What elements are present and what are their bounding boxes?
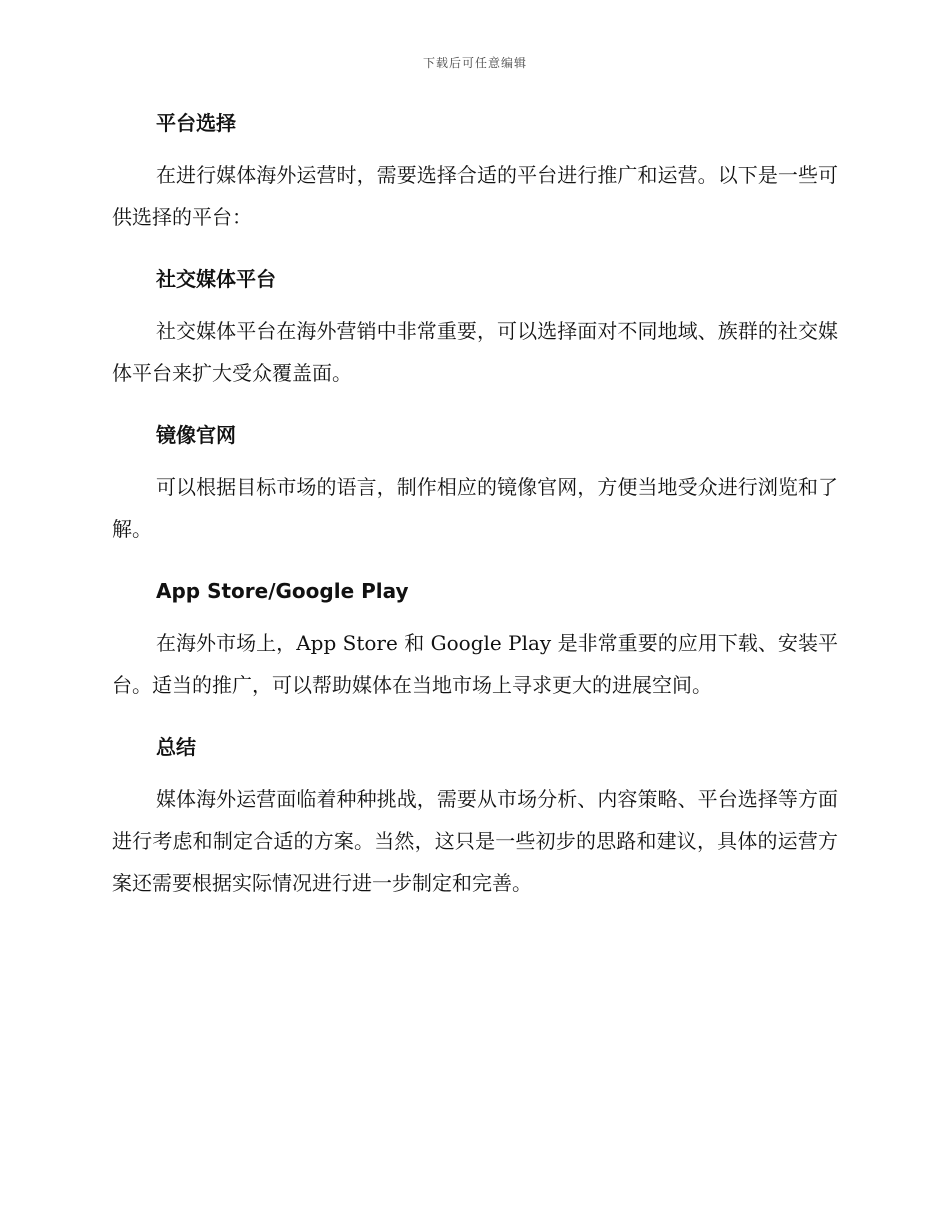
section-mirror-site [112, 420, 838, 450]
section-heading: 总结 [156, 735, 196, 759]
section-social-media-body [112, 310, 838, 394]
section-paragraph: 可以根据目标市场的语言，制作相应的镜像官网，方便当地受众进行浏览和了解。 [112, 475, 838, 541]
section-heading: 社交媒体平台 [156, 267, 276, 291]
section-platform-selection [112, 108, 838, 138]
section-paragraph: 社交媒体平台在海外营销中非常重要，可以选择面对不同地域、族群的社交媒体平台来扩大受众覆盖面。 [112, 319, 838, 385]
section-summary [112, 732, 838, 762]
section-heading: 平台选择 [156, 111, 236, 135]
document-content [112, 108, 838, 930]
section-heading: 镜像官网 [156, 423, 236, 447]
section-summary-body [112, 778, 838, 904]
section-paragraph: 在海外市场上，App Store 和 Google Play 是非常重要的应用下载、安装平台。适当的推广，可以帮助媒体在当地市场上寻求更大的进展空间。 [112, 631, 838, 697]
section-social-media [112, 264, 838, 294]
section-paragraph: 媒体海外运营面临着种种挑战，需要从市场分析、内容策略、平台选择等方面进行考虑和制定合适的方案。当然，这只是一些初步的思路和建议，具体的运营方案还需要根据实际情况进行进一步制定和完善。 [112, 787, 838, 895]
section-heading: App Store/Google Play [156, 579, 409, 603]
section-app-stores-body [112, 622, 838, 706]
section-paragraph: 在进行媒体海外运营时，需要选择合适的平台进行推广和运营。以下是一些可供选择的平台： [112, 163, 838, 229]
section-app-stores [112, 576, 838, 606]
section-platform-selection-body [112, 154, 838, 238]
section-mirror-site-body [112, 466, 838, 550]
header-note: 下载后可任意编辑 [422, 56, 527, 70]
